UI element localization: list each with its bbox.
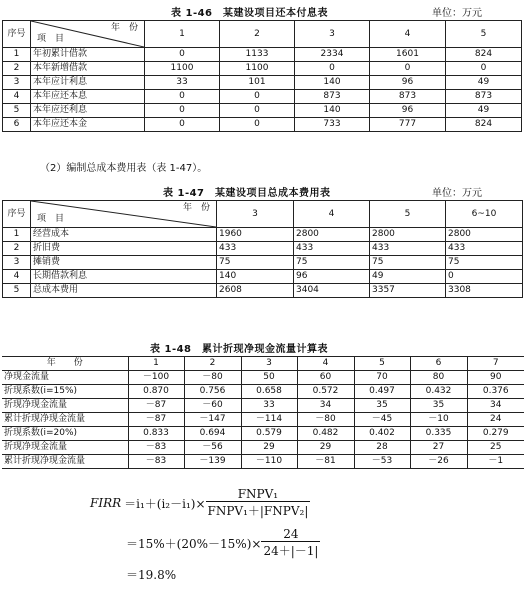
row-item: 折旧费: [31, 242, 217, 256]
formula-denominator-2: 24＋|－1|: [263, 544, 319, 558]
cell-value: 140: [295, 76, 370, 90]
cell-value: 2608: [217, 284, 294, 298]
year-header: 6~10: [446, 201, 523, 228]
cell-value: 0: [370, 62, 446, 76]
cell-value: 24: [467, 413, 524, 427]
row-no: 1: [3, 228, 31, 242]
header-diagonal: [31, 201, 217, 228]
firr-formula: [90, 483, 490, 587]
header-year: 年 份: [110, 23, 138, 33]
year-header: 4: [370, 21, 446, 48]
header-item: 项 目: [37, 214, 65, 224]
year-header: 4: [294, 201, 370, 228]
row-item: 长期借款利息: [31, 270, 217, 284]
cell-value: －45: [354, 413, 410, 427]
table-row: [3, 242, 523, 256]
cell-value: 1100: [220, 62, 295, 76]
cell-value: 0.482: [297, 427, 354, 441]
cell-value: 28: [354, 441, 410, 455]
cell-value: －83: [128, 455, 184, 469]
year-header: 1: [145, 21, 220, 48]
table-row: [3, 62, 522, 76]
row-item: 净现金流量: [2, 371, 128, 385]
cell-value: 140: [217, 270, 294, 284]
table-row: [3, 228, 523, 242]
cell-value: 75: [217, 256, 294, 270]
table-row: [2, 399, 524, 413]
cell-value: 27: [410, 441, 467, 455]
row-item: 折现净现金流量: [2, 441, 128, 455]
cell-value: 0: [145, 104, 220, 118]
note-text: （2）编制总成本费用表（表 1-47）。: [40, 163, 208, 174]
cell-value: 0.279: [467, 427, 524, 441]
cell-value: 70: [354, 371, 410, 385]
cell-value: 3308: [446, 284, 523, 298]
cell-value: 0: [145, 118, 220, 132]
table-row: [3, 104, 522, 118]
year-header: 5: [446, 21, 522, 48]
cell-value: 60: [297, 371, 354, 385]
table-1-46: [2, 20, 522, 132]
table-row: [2, 427, 524, 441]
cell-value: 49: [446, 104, 522, 118]
cell-value: －100: [128, 371, 184, 385]
cell-value: －114: [241, 413, 297, 427]
row-item: 本年应还利息: [31, 104, 145, 118]
row-item: 本年新增借款: [31, 62, 145, 76]
row-no: 5: [3, 284, 31, 298]
cell-value: －110: [241, 455, 297, 469]
cell-value: 433: [217, 242, 294, 256]
cell-value: 29: [297, 441, 354, 455]
cell-value: 433: [446, 242, 523, 256]
cell-value: 75: [370, 256, 446, 270]
row-no: 6: [3, 118, 31, 132]
table-row: [2, 441, 524, 455]
cell-value: 25: [467, 441, 524, 455]
cell-value: 873: [370, 90, 446, 104]
table-row: [3, 118, 522, 132]
cell-value: －87: [128, 399, 184, 413]
cell-value: －60: [184, 399, 241, 413]
row-no: 1: [3, 48, 31, 62]
cell-value: 49: [370, 270, 446, 284]
cell-value: －53: [354, 455, 410, 469]
header-item: 项 目: [37, 34, 65, 44]
formula-line2-prefix: ＝15%＋(20%－15%)×: [126, 536, 262, 551]
cell-value: 824: [446, 48, 522, 62]
cell-value: 75: [446, 256, 523, 270]
cell-value: 2800: [370, 228, 446, 242]
year-header: 2: [220, 21, 295, 48]
cell-value: 101: [220, 76, 295, 90]
cell-value: 3357: [370, 284, 446, 298]
row-item: 累计折现净现金流量: [2, 455, 128, 469]
table-1-46-unit: 单位：万元: [432, 8, 482, 19]
row-item: 年初累计借款: [31, 48, 145, 62]
cell-value: －81: [297, 455, 354, 469]
formula-line-1: [90, 483, 490, 523]
cell-value: 433: [294, 242, 370, 256]
cell-value: 873: [446, 90, 522, 104]
year-header: 7: [467, 357, 524, 371]
formula-lhs: FIRR: [90, 496, 122, 510]
cell-value: 0.579: [241, 427, 297, 441]
cell-value: －56: [184, 441, 241, 455]
table-header-row: [2, 357, 524, 371]
formula-line-3: ＝19.8%: [126, 568, 177, 582]
cell-value: 34: [467, 399, 524, 413]
row-no: 3: [3, 256, 31, 270]
year-header: 4: [297, 357, 354, 371]
cell-value: 824: [446, 118, 522, 132]
cell-value: 0.756: [184, 385, 241, 399]
row-no: 3: [3, 76, 31, 90]
row-no: 4: [3, 90, 31, 104]
cell-value: －83: [128, 441, 184, 455]
cell-value: 1960: [217, 228, 294, 242]
cell-value: 96: [370, 76, 446, 90]
table-header-row: [3, 201, 523, 228]
table-1-46-title: 表 1-46 某建设项目还本付息表: [171, 8, 329, 19]
cell-value: 0.335: [410, 427, 467, 441]
cell-value: 35: [410, 399, 467, 413]
row-item: 摊销费: [31, 256, 217, 270]
year-header: 6: [410, 357, 467, 371]
row-item: 折现系数(i=20%): [2, 427, 128, 441]
cell-value: 0.658: [241, 385, 297, 399]
cell-value: 873: [295, 90, 370, 104]
cell-value: 777: [370, 118, 446, 132]
cell-value: －80: [184, 371, 241, 385]
cell-value: 0: [145, 48, 220, 62]
header-diagonal: [31, 21, 145, 48]
cell-value: 80: [410, 371, 467, 385]
year-header: 3: [241, 357, 297, 371]
cell-value: 140: [295, 104, 370, 118]
cell-value: 49: [446, 76, 522, 90]
row-item: 本年应还本息: [31, 90, 145, 104]
cell-value: 0: [220, 90, 295, 104]
row-item: 本年应计利息: [31, 76, 145, 90]
cell-value: 34: [297, 399, 354, 413]
cell-value: 33: [145, 76, 220, 90]
cell-value: 1100: [145, 62, 220, 76]
table-row: [3, 90, 522, 104]
row-no: 2: [3, 62, 31, 76]
formula-fraction-1: [206, 487, 311, 519]
cell-value: 0: [295, 62, 370, 76]
table-row: [3, 284, 523, 298]
formula-numerator-2: 24: [261, 527, 320, 542]
row-item: 本年应还本金: [31, 118, 145, 132]
cell-value: 90: [467, 371, 524, 385]
formula-numerator-1: FNPV₁: [206, 487, 311, 502]
table-row: [2, 455, 524, 469]
table-row: [2, 413, 524, 427]
cell-value: 0.833: [128, 427, 184, 441]
cell-value: 0.694: [184, 427, 241, 441]
header-no: 序号: [3, 21, 31, 48]
table-row: [2, 385, 524, 399]
year-header: 5: [354, 357, 410, 371]
year-header: 3: [217, 201, 294, 228]
cell-value: －147: [184, 413, 241, 427]
year-header: 5: [370, 201, 446, 228]
table-1-48-title: 表 1-48 累计折现净现金流量计算表: [150, 344, 329, 355]
row-item: 折现净现金流量: [2, 399, 128, 413]
cell-value: －87: [128, 413, 184, 427]
row-no: 2: [3, 242, 31, 256]
cell-value: 50: [241, 371, 297, 385]
table-row: [2, 371, 524, 385]
cell-value: 0.572: [297, 385, 354, 399]
cell-value: 0.432: [410, 385, 467, 399]
cell-value: 96: [294, 270, 370, 284]
cell-value: 1601: [370, 48, 446, 62]
row-item: 经营成本: [31, 228, 217, 242]
cell-value: 433: [370, 242, 446, 256]
cell-value: 2800: [294, 228, 370, 242]
table-row: [3, 76, 522, 90]
cell-value: 2334: [295, 48, 370, 62]
row-no: 5: [3, 104, 31, 118]
table-header-row: [3, 21, 522, 48]
cell-value: －139: [184, 455, 241, 469]
cell-value: －26: [410, 455, 467, 469]
cell-value: －10: [410, 413, 467, 427]
cell-value: －80: [297, 413, 354, 427]
row-item: 累计折现净现金流量: [2, 413, 128, 427]
formula-fraction-2: [261, 527, 320, 559]
year-header: 1: [128, 357, 184, 371]
year-header: 3: [295, 21, 370, 48]
formula-denominator-1: FNPV₁＋|FNPV₂|: [207, 504, 309, 518]
header-year: 年 份: [182, 203, 210, 213]
table-1-48: [2, 356, 524, 469]
formula-line-2: [90, 523, 490, 563]
header-year: 年 份: [2, 357, 128, 371]
cell-value: 29: [241, 441, 297, 455]
table-1-47-unit: 单位：万元: [432, 188, 482, 199]
cell-value: 0.402: [354, 427, 410, 441]
cell-value: 0: [446, 270, 523, 284]
table-row: [3, 256, 523, 270]
cell-value: 733: [295, 118, 370, 132]
cell-value: 0.376: [467, 385, 524, 399]
year-header: 2: [184, 357, 241, 371]
cell-value: 2800: [446, 228, 523, 242]
cell-value: 35: [354, 399, 410, 413]
row-no: 4: [3, 270, 31, 284]
cell-value: －1: [467, 455, 524, 469]
table-row: [3, 48, 522, 62]
cell-value: 0: [145, 90, 220, 104]
formula-line1-prefix: ＝i₁＋(i₂－i₁)×: [124, 496, 206, 511]
header-no: 序号: [3, 201, 31, 228]
row-item: 总成本费用: [31, 284, 217, 298]
cell-value: 75: [294, 256, 370, 270]
table-1-47-title: 表 1-47 某建设项目总成本费用表: [163, 188, 331, 199]
cell-value: 1133: [220, 48, 295, 62]
cell-value: 0.497: [354, 385, 410, 399]
cell-value: 0: [220, 104, 295, 118]
cell-value: 0: [446, 62, 522, 76]
cell-value: 96: [370, 104, 446, 118]
table-row: [3, 270, 523, 284]
cell-value: 0.870: [128, 385, 184, 399]
cell-value: 3404: [294, 284, 370, 298]
cell-value: 0: [220, 118, 295, 132]
table-1-47: [2, 200, 523, 298]
cell-value: 33: [241, 399, 297, 413]
row-item: 折现系数(i=15%): [2, 385, 128, 399]
